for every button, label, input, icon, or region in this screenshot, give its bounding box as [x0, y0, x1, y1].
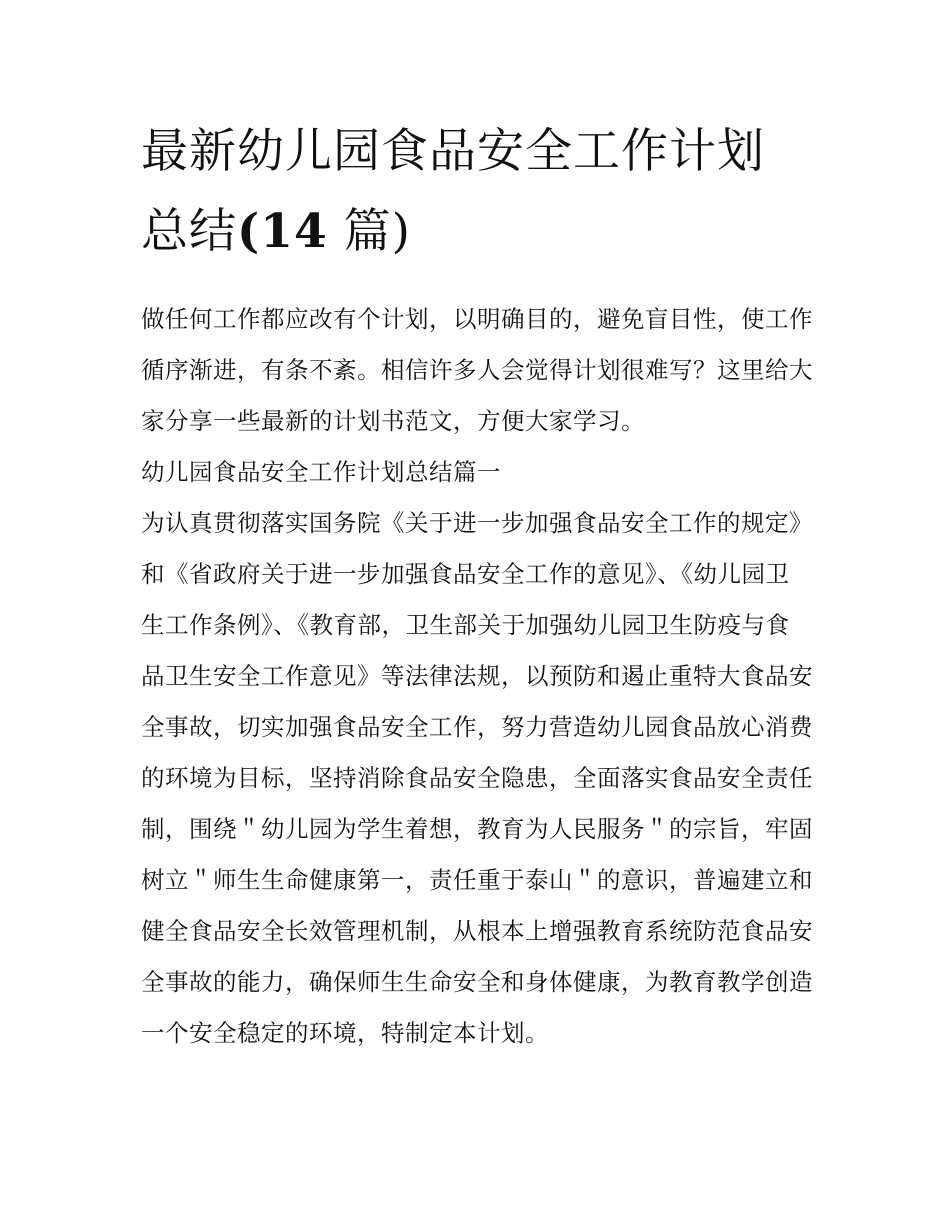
title-prefix: 总结	[141, 204, 237, 259]
body-paragraph: 为认真贯彻落实国务院《关于进一步加强食品安全工作的规定》和《省政府关于进一步加强食品安全工作的意见》、《幼儿园卫生工作条例》、《教育部，卫生部关于加强幼儿园卫生防疫与食品卫生安全工作意见》等法律法规，以预防和遏止重特大食品安全事故，切实加强食品安全工作，努力营造幼儿园食品放心消费的环境为目标，坚持消除食品安全隐患，全面落实食品安全责任制，围绕＂幼儿园为学生着想，教育为人民服务＂的宗旨，牢固树立＂师生生命健康第一，责任重于泰山＂的意识，普遍建立和健全食品安全长效管理机制，从根本上增强教育系统防范食品安全事故的能力，确保师生生命安全和身体健康，为教育教学创造一个安全稳定的环境，特制定本计划。	[141, 509, 813, 1047]
section-heading: 幼儿园食品安全工作计划总结篇一	[141, 458, 501, 486]
intro-paragraph: 做任何工作都应改有个计划，以明确目的，避免盲目性，使工作循序渐进，有条不紊。相信许多人会觉得计划很难写？这里给大家分享一些最新的计划书范文，方便大家学习。	[141, 305, 813, 435]
title-line-2	[141, 192, 813, 272]
title-line-1: 最新幼儿园食品安全工作计划	[141, 124, 765, 179]
title-suffix: 篇)	[327, 204, 411, 259]
title-count: (14	[237, 204, 328, 259]
document-page	[141, 112, 813, 1059]
document-title	[141, 112, 813, 272]
